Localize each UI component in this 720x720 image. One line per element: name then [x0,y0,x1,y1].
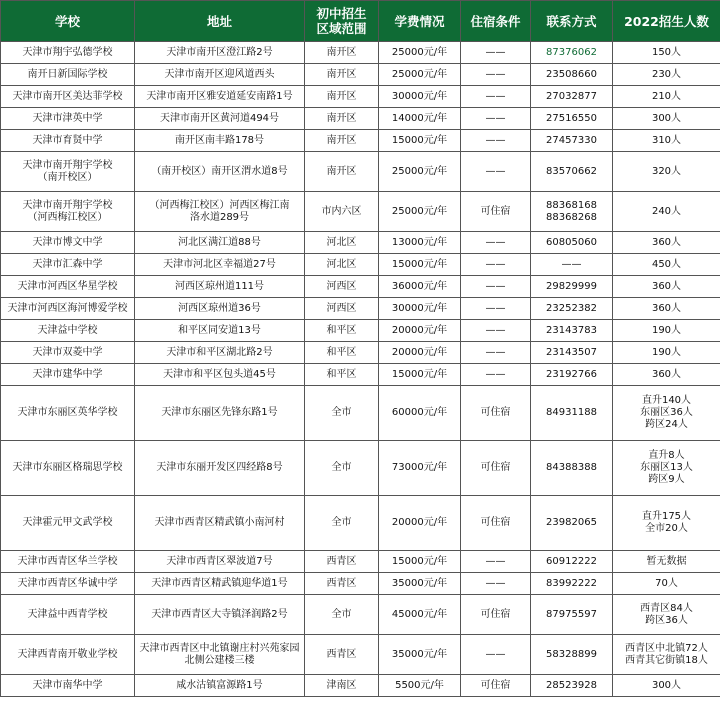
enrollment-cell [613,496,720,551]
address-cell [135,130,305,152]
enrollment-cell [613,342,720,364]
fee-cell: 15000元/年 [379,551,461,573]
address-cell [135,320,305,342]
table-row [1,152,720,192]
cell-line: 天津市南开翔宇学校 [22,199,113,211]
address-cell [135,298,305,320]
cell-line: 天津市南开区美达菲学校 [12,90,123,102]
table-row [1,86,720,108]
cell-line: 直升140人 [641,395,692,406]
cell-line: 天津市东丽区格瑞思学校 [12,462,123,473]
cell-line: 天津市西青区中北镇谢庄村兴苑家园 [139,642,300,654]
cell-line: 跨区24人 [645,419,688,430]
cell-line: 300人 [651,679,682,691]
school-cell [1,320,135,342]
lodging-cell: —— [461,364,531,386]
school-cell [1,64,135,86]
cell-line: 天津益中学校 [37,324,98,336]
school-cell [1,192,135,232]
table-row [1,364,720,386]
table-row [1,573,720,595]
cell-line: 天津市育贤中学 [32,134,103,146]
enrollment-cell [613,595,720,635]
region-cell: 河西区 [305,298,379,320]
cell-line: 北侧公建楼三楼 [184,654,255,666]
enrollment-cell [613,386,720,441]
phone-cell [531,573,613,595]
enrollment-cell [613,298,720,320]
cell-line: 27516550 [546,112,597,124]
fee-cell: 15000元/年 [379,364,461,386]
fee-cell: 30000元/年 [379,298,461,320]
cell-line: 60805060 [546,236,597,248]
cell-line: 27032877 [546,90,597,102]
cell-line: 150人 [651,46,682,58]
cell-line: 天津市南开区澄江路2号 [166,46,273,58]
cell-line: 跨区36人 [645,614,688,626]
fee-cell: 20000元/年 [379,320,461,342]
cell-line: 洛水道289号 [189,211,250,223]
address-cell [135,573,305,595]
cell-line: 23143507 [546,346,597,358]
cell-line: 天津市河北区幸福道27号 [163,258,276,270]
cell-line: 咸水沽镇富源路1号 [176,679,263,691]
enrollment-cell [613,232,720,254]
cell-line: 83992222 [546,577,597,589]
cell-line: 天津市河西区华星学校 [17,280,118,292]
cell-line: 190人 [651,346,682,358]
cell-line: 暂无数据 [646,555,687,567]
phone-cell [531,635,613,675]
address-cell [135,342,305,364]
school-cell [1,254,135,276]
cell-line: 300人 [651,112,682,124]
school-cell [1,675,135,697]
table-row [1,386,720,441]
region-cell: 河北区 [305,254,379,276]
fee-cell: 5500元/年 [379,675,461,697]
fee-cell: 73000元/年 [379,441,461,496]
school-cell [1,152,135,192]
enrollment-cell [613,573,720,595]
school-cell [1,130,135,152]
enrollment-cell [613,441,720,496]
phone-cell [531,232,613,254]
phone-cell [531,320,613,342]
cell-line: 天津市西青区翠波道7号 [166,555,273,567]
cell-line: 南开日新国际学校 [27,68,108,80]
table-row [1,635,720,675]
header-address: 地址 [135,1,305,42]
region-cell: 全市 [305,595,379,635]
table-row [1,551,720,573]
cell-line: 天津市津英中学 [32,112,103,124]
lodging-cell: —— [461,573,531,595]
cell-line: 天津市南开区黄河道494号 [159,112,280,124]
enrollment-cell [613,635,720,675]
table-row [1,42,720,64]
cell-line: （南开校区） [37,171,98,183]
cell-line: 天津市西青区华兰学校 [17,555,118,567]
school-cell [1,364,135,386]
lodging-cell: 可住宿 [461,675,531,697]
cell-line: 87975597 [546,608,597,620]
region-cell: 南开区 [305,108,379,130]
table-row [1,64,720,86]
lodging-cell: 可住宿 [461,386,531,441]
table-row [1,342,720,364]
cell-line: 西青区中北镇72人 [625,642,708,654]
cell-line: 直升8人 [648,450,685,461]
phone-cell [531,254,613,276]
lodging-cell: —— [461,232,531,254]
phone-cell [531,675,613,697]
address-cell [135,441,305,496]
region-cell: 津南区 [305,675,379,697]
cell-line: 河西区琼州道36号 [178,302,261,314]
fee-cell: 20000元/年 [379,342,461,364]
lodging-cell: —— [461,254,531,276]
school-cell [1,342,135,364]
address-cell [135,192,305,232]
fee-cell: 15000元/年 [379,130,461,152]
lodging-cell: —— [461,276,531,298]
cell-line: 天津市西青区大寺镇泽润路2号 [151,608,288,620]
fee-cell: 25000元/年 [379,192,461,232]
school-cell [1,232,135,254]
lodging-cell: —— [461,64,531,86]
region-cell: 西青区 [305,635,379,675]
cell-line: 23982065 [546,517,597,528]
address-cell [135,232,305,254]
cell-line: 东丽区13人 [640,462,693,473]
lodging-cell: —— [461,86,531,108]
table-row [1,192,720,232]
cell-line: 天津市南开翔宇学校 [22,159,113,171]
phone-cell [531,364,613,386]
enrollment-cell [613,86,720,108]
lodging-cell: —— [461,635,531,675]
fee-cell: 35000元/年 [379,573,461,595]
phone-cell [531,152,613,192]
lodging-cell: —— [461,130,531,152]
cell-line: 天津市和平区湖北路2号 [166,346,273,358]
cell-line: 天津市建华中学 [32,368,103,380]
cell-line: 天津市翔宇弘德学校 [22,46,113,58]
cell-line: 310人 [651,134,682,146]
table-row [1,441,720,496]
region-cell: 河西区 [305,276,379,298]
school-cell [1,108,135,130]
cell-line: （河西梅江校区）河西区梅江南 [149,199,290,211]
address-cell [135,675,305,697]
enrollment-cell [613,675,720,697]
school-cell [1,496,135,551]
cell-line: 河北区满江道88号 [178,236,261,248]
address-cell [135,42,305,64]
cell-line: 河西区琼州道111号 [174,280,265,292]
table-row [1,254,720,276]
cell-line: 天津市和平区包头道45号 [163,368,276,380]
lodging-cell: —— [461,342,531,364]
fee-cell: 20000元/年 [379,496,461,551]
phone-cell [531,42,613,64]
address-cell [135,386,305,441]
table-body [1,42,720,697]
fee-cell: 25000元/年 [379,42,461,64]
table-row [1,108,720,130]
address-cell [135,108,305,130]
fee-cell: 13000元/年 [379,232,461,254]
cell-line: 天津西青南开敬业学校 [17,648,118,660]
phone-cell [531,441,613,496]
region-cell: 南开区 [305,152,379,192]
header-school: 学校 [1,1,135,42]
phone-cell [531,551,613,573]
address-cell [135,364,305,386]
cell-line: 直升175人 [641,511,692,522]
cell-line: 天津市西青区华诚中学 [17,577,118,589]
cell-line: 88368268 [546,211,597,223]
cell-line: 70人 [655,577,678,589]
cell-line: 23508660 [546,68,597,80]
cell-line: 360人 [651,280,682,292]
region-cell: 南开区 [305,64,379,86]
region-cell: 南开区 [305,42,379,64]
table-row [1,130,720,152]
cell-line: 60912222 [546,555,597,567]
enrollment-cell [613,130,720,152]
region-cell: 南开区 [305,86,379,108]
cell-line: 天津市南华中学 [32,679,103,691]
phone-cell [531,595,613,635]
cell-line: 240人 [651,205,682,217]
lodging-cell: 可住宿 [461,192,531,232]
fee-cell: 36000元/年 [379,276,461,298]
lodging-cell: —— [461,42,531,64]
cell-line: 天津市西青区精武镇小南河村 [154,517,285,528]
region-cell: 和平区 [305,320,379,342]
school-cell [1,276,135,298]
enrollment-cell [613,551,720,573]
address-cell [135,551,305,573]
cell-line: 跨区9人 [648,474,685,485]
phone-cell [531,342,613,364]
fee-cell: 14000元/年 [379,108,461,130]
cell-line: 西青其它街镇18人 [625,654,708,666]
cell-line: 190人 [651,324,682,336]
table-row [1,232,720,254]
cell-line: 230人 [651,68,682,80]
cell-line: 天津市博文中学 [32,236,103,248]
cell-line: 东丽区36人 [640,407,693,418]
address-cell [135,595,305,635]
cell-line: 83570662 [546,165,597,177]
lodging-cell: —— [461,551,531,573]
enrollment-cell [613,64,720,86]
cell-line: 天津市东丽开发区四经路8号 [156,462,283,473]
phone-cell [531,386,613,441]
school-cell [1,551,135,573]
cell-line: 南开区南丰路178号 [174,134,265,146]
cell-line: 27457330 [546,134,597,146]
fee-cell: 25000元/年 [379,152,461,192]
phone-cell [531,496,613,551]
header-contact: 联系方式 [531,1,613,42]
region-cell: 西青区 [305,551,379,573]
phone-cell [531,130,613,152]
cell-line: 450人 [651,258,682,270]
enrollment-cell [613,364,720,386]
address-cell [135,635,305,675]
cell-line: 23192766 [546,368,597,380]
school-cell [1,386,135,441]
address-cell [135,152,305,192]
cell-line: 58328899 [546,648,597,660]
cell-line: 360人 [651,302,682,314]
cell-line: 23252382 [546,302,597,314]
cell-line: 天津市东丽区英华学校 [17,407,118,418]
cell-line: 23143783 [546,324,597,336]
fee-cell: 30000元/年 [379,86,461,108]
header-enrollment: 2022招生人数 [613,1,720,42]
phone-cell [531,108,613,130]
cell-line: 天津市河西区海河博爱学校 [7,302,128,314]
address-cell [135,276,305,298]
region-cell: 全市 [305,496,379,551]
enrollment-cell [613,276,720,298]
cell-line: 210人 [651,90,682,102]
cell-line: （南开校区）南开区渭水道8号 [151,165,288,177]
phone-cell [531,86,613,108]
region-cell: 和平区 [305,364,379,386]
cell-line: 29829999 [546,280,597,292]
cell-line: 360人 [651,236,682,248]
cell-line: 天津市西青区精武镇迎华道1号 [151,577,288,589]
cell-line: 天津市南开区雅安道延安南路1号 [146,90,293,102]
region-cell: 南开区 [305,130,379,152]
fee-cell: 25000元/年 [379,64,461,86]
lodging-cell: —— [461,152,531,192]
school-cell [1,573,135,595]
cell-line: 全市20人 [645,523,688,534]
lodging-cell: —— [461,298,531,320]
cell-line: —— [561,258,582,270]
fee-cell: 45000元/年 [379,595,461,635]
school-cell [1,595,135,635]
header-lodging: 住宿条件 [461,1,531,42]
cell-line: 天津市东丽区先锋东路1号 [161,407,278,418]
region-cell: 西青区 [305,573,379,595]
cell-line: 天津霍元甲文武学校 [22,517,113,528]
enrollment-cell [613,152,720,192]
lodging-cell: 可住宿 [461,496,531,551]
lodging-cell: 可住宿 [461,441,531,496]
enrollment-cell [613,254,720,276]
enrollment-cell [613,320,720,342]
header-region: 初中招生区域范围 [305,1,379,42]
table-row [1,675,720,697]
cell-line: 84388388 [546,462,597,473]
fee-cell: 15000元/年 [379,254,461,276]
table-row [1,298,720,320]
header-fee: 学费情况 [379,1,461,42]
address-cell [135,496,305,551]
table-row [1,276,720,298]
table-row [1,595,720,635]
lodging-cell: —— [461,320,531,342]
school-cell [1,441,135,496]
region-cell: 河北区 [305,232,379,254]
enrollment-cell [613,192,720,232]
table-row [1,496,720,551]
cell-line: 320人 [651,165,682,177]
phone-cell [531,192,613,232]
phone-cell [531,276,613,298]
fee-cell: 60000元/年 [379,386,461,441]
school-cell [1,298,135,320]
address-cell [135,86,305,108]
fee-cell: 35000元/年 [379,635,461,675]
table-row [1,320,720,342]
region-cell: 全市 [305,441,379,496]
region-cell: 市内六区 [305,192,379,232]
cell-line: 和平区同安道13号 [178,324,261,336]
enrollment-cell [613,42,720,64]
phone-cell [531,298,613,320]
cell-line: 天津市双菱中学 [32,346,103,358]
address-cell [135,64,305,86]
lodging-cell: 可住宿 [461,595,531,635]
cell-line: 28523928 [546,679,597,691]
table-header [1,1,720,42]
phone-cell [531,64,613,86]
cell-line: 西青区84人 [640,602,693,614]
enrollment-cell [613,108,720,130]
cell-line: 360人 [651,368,682,380]
cell-line: （河西梅江校区） [27,211,108,223]
school-cell [1,86,135,108]
lodging-cell: —— [461,108,531,130]
cell-line: 天津市南开区迎风道西头 [164,68,275,80]
address-cell [135,254,305,276]
cell-line: 87376062 [546,46,597,58]
region-cell: 全市 [305,386,379,441]
school-cell [1,635,135,675]
cell-line: 84931188 [546,407,597,418]
cell-line: 天津益中西青学校 [27,608,108,620]
region-cell: 和平区 [305,342,379,364]
school-cell [1,42,135,64]
cell-line: 天津市汇森中学 [32,258,103,270]
cell-line: 88368168 [546,199,597,211]
